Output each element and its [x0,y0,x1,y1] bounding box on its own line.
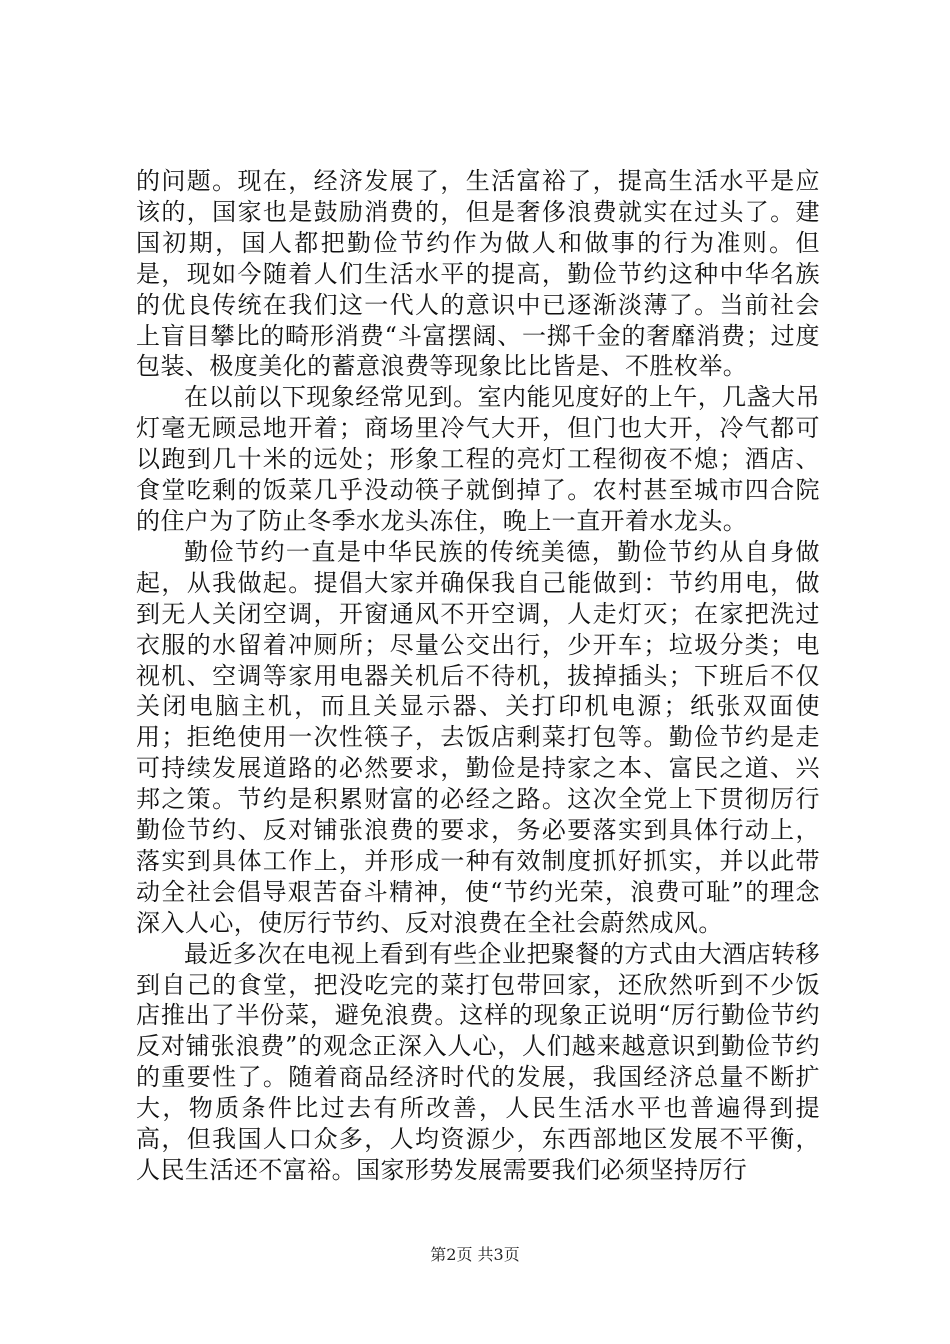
paragraph-1: 的问题。现在，经济发展了，生活富裕了，提高生活水平是应该的，国家也是鼓励消费的，但是奢侈浪费就实在过头了。建国初期，国人都把勤俭节约作为做人和做事的行为准则。但是，现如今随着人们生活水平的提高，勤俭节约这种中华名族的优良传统在我们这一代人的意识中已逐渐淡薄了。当前社会上盲目攀比的畸形消费“斗富摆阔、一掷千金的奢靡消费；过度包装、极度美化的蓄意浪费等现象比比皆是、不胜枚举。 [136,167,820,381]
paragraph-2: 在以前以下现象经常见到。室内能见度好的上午，几盏大吊灯毫无顾忌地开着；商场里冷气大开，但门也大开，冷气都可以跑到几十米的远处；形象工程的亮灯工程彻夜不熄；酒店、食堂吃剩的饭菜几乎没动筷子就倒掉了。农村甚至城市四合院的住户为了防止冬季水龙头冻住，晚上一直开着水龙头。 [136,383,820,535]
paragraph-3: 勤俭节约一直是中华民族的传统美德，勤俭节约从自身做起，从我做起。提倡大家并确保我自己能做到：节约用电，做到无人关闭空调，开窗通风不开空调，人走灯灭；在家把洗过衣服的水留着冲厕所；尽量公交出行，少开车；垃圾分类；电视机、空调等家用电器关机后不待机，拔掉插头；下班后不仅关闭电脑主机，而且关显示器、关打印机电源；纸张双面使用；拒绝使用一次性筷子，去饭店剩菜打包等。勤俭节约是走可持续发展道路的必然要求，勤俭是持家之本、富民之道、兴邦之策。节约是积累财富的必经之路。这次全党上下贯彻厉行勤俭节约、反对铺张浪费的要求，务必要落实到具体行动上，落实到具体工作上，并形成一种有效制度抓好抓实，并以此带动全社会倡导艰苦奋斗精神，使“节约光荣，浪费可耻”的理念深入人心，使厉行节约、反对浪费在全社会蔚然成风。 [136,537,820,937]
document-body [136,166,820,1186]
page-number-footer: 第2页 共3页 [430,1245,520,1264]
paragraph-4: 最近多次在电视上看到有些企业把聚餐的方式由大酒店转移到自己的食堂，把没吃完的菜打包带回家，还欣然听到不少饭店推出了半份菜，避免浪费。这样的现象正说明“厉行勤俭节约反对铺张浪费”的观念正深入人心，人们越来越意识到勤俭节约的重要性了。随着商品经济时代的发展，我国经济总量不断扩大，物质条件比过去有所改善，人民生活水平也普遍得到提高，但我国人口众多，人均资源少，东西部地区发展不平衡，人民生活还不富裕。国家形势发展需要我们必须坚持厉行 [136,939,820,1184]
